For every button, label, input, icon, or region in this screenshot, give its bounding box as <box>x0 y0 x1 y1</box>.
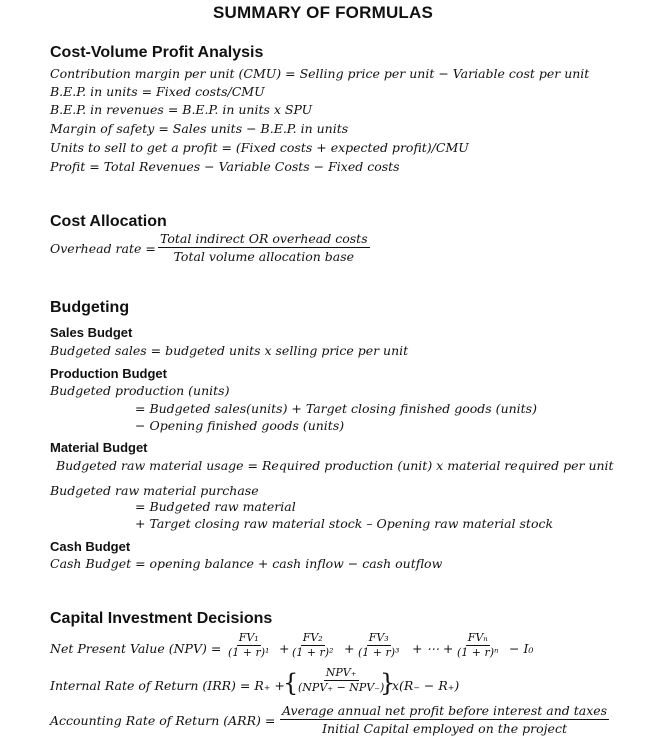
irr-brace-right: } <box>380 669 396 697</box>
npv-term-1 <box>226 632 271 659</box>
irr-denominator: (NPV₊ − NPV₋) <box>298 681 385 694</box>
arr-fraction <box>280 703 609 736</box>
formula-material-purchase-3: + Target closing raw material stock – Opening raw material stock <box>135 516 554 531</box>
section-heading-budgeting: Budgeting <box>50 299 130 316</box>
subheading-material-budget: Material Budget <box>50 440 148 455</box>
section-heading-cvp: Cost-Volume Profit Analysis <box>50 44 264 61</box>
formula-production-3: − Opening finished goods (units) <box>135 418 345 433</box>
irr-fraction <box>296 667 386 694</box>
npv-term-3-den: (1 + r)³ <box>358 646 400 659</box>
section-heading-cost-allocation: Cost Allocation <box>50 213 167 230</box>
npv-plus-2: + <box>344 641 355 656</box>
npv-term-3-num: FV₃ <box>368 631 389 644</box>
npv-ellipsis: + ⋯ + <box>412 641 454 656</box>
formula-budgeted-sales: Budgeted sales = budgeted units x selling price per unit <box>50 343 409 358</box>
npv-term-3 <box>356 632 401 659</box>
arr-numerator: Average annual net profit before interest and taxes <box>282 703 608 718</box>
npv-term-2-num: FV₂ <box>302 631 323 644</box>
subheading-production-budget: Production Budget <box>50 366 167 381</box>
subheading-cash-budget: Cash Budget <box>50 539 131 554</box>
irr-brace-left: { <box>283 669 299 697</box>
formula-profit: Profit = Total Revenues − Variable Costs − Fixed costs <box>50 159 400 174</box>
overhead-rate-denominator: Total volume allocation base <box>173 249 355 264</box>
npv-term-2 <box>290 632 335 659</box>
formula-production-2: = Budgeted sales(units) + Target closing finished goods (units) <box>135 401 537 416</box>
page-title: SUMMARY OF FORMULAS <box>212 3 434 22</box>
subheading-sales-budget: Sales Budget <box>50 325 133 340</box>
npv-term-1-num: FV₁ <box>238 631 259 644</box>
formula-margin-of-safety: Margin of safety = Sales units − B.E.P. in units <box>50 121 349 136</box>
formula-material-purchase-1: Budgeted raw material purchase <box>50 483 259 498</box>
arr-label: Accounting Rate of Return (ARR) = <box>50 713 276 728</box>
npv-label: Net Present Value (NPV) = <box>50 641 222 656</box>
formula-cmu: Contribution margin per unit (CMU) = Selling price per unit − Variable cost per unit <box>50 66 590 81</box>
npv-tail: − I₀ <box>509 641 534 656</box>
formula-material-usage: Budgeted raw material usage = Required production (unit) x material required per unit <box>56 458 614 473</box>
npv-plus-1: + <box>279 641 290 656</box>
formula-cash-budget: Cash Budget = opening balance + cash inflow − cash outflow <box>50 556 443 571</box>
arr-denominator: Initial Capital employed on the project <box>322 721 567 736</box>
irr-label: Internal Rate of Return (IRR) = R₊ + <box>50 678 285 693</box>
npv-term-n-num: FVₙ <box>467 631 488 644</box>
formula-units-for-profit: Units to sell to get a profit = (Fixed costs + expected profit)/CMU <box>50 140 469 155</box>
npv-term-n-den: (1 + r)ⁿ <box>457 646 499 659</box>
overhead-rate-fraction <box>158 231 370 264</box>
irr-tail: x(R₋ − R₊) <box>392 678 460 693</box>
formula-production-1: Budgeted production (units) <box>50 383 230 398</box>
overhead-rate-label: Overhead rate = <box>50 241 156 256</box>
section-heading-capital: Capital Investment Decisions <box>50 610 273 627</box>
npv-term-2-den: (1 + r)² <box>292 646 334 659</box>
npv-term-1-den: (1 + r)¹ <box>228 646 270 659</box>
formula-bep-revenues: B.E.P. in revenues = B.E.P. in units x SPU <box>50 102 313 117</box>
formula-material-purchase-2: = Budgeted raw material <box>135 499 296 514</box>
npv-term-n <box>455 632 501 659</box>
formula-bep-units: B.E.P. in units = Fixed costs/CMU <box>50 84 265 99</box>
irr-numerator: NPV₊ <box>325 666 357 679</box>
overhead-rate-numerator: Total indirect OR overhead costs <box>160 231 368 246</box>
